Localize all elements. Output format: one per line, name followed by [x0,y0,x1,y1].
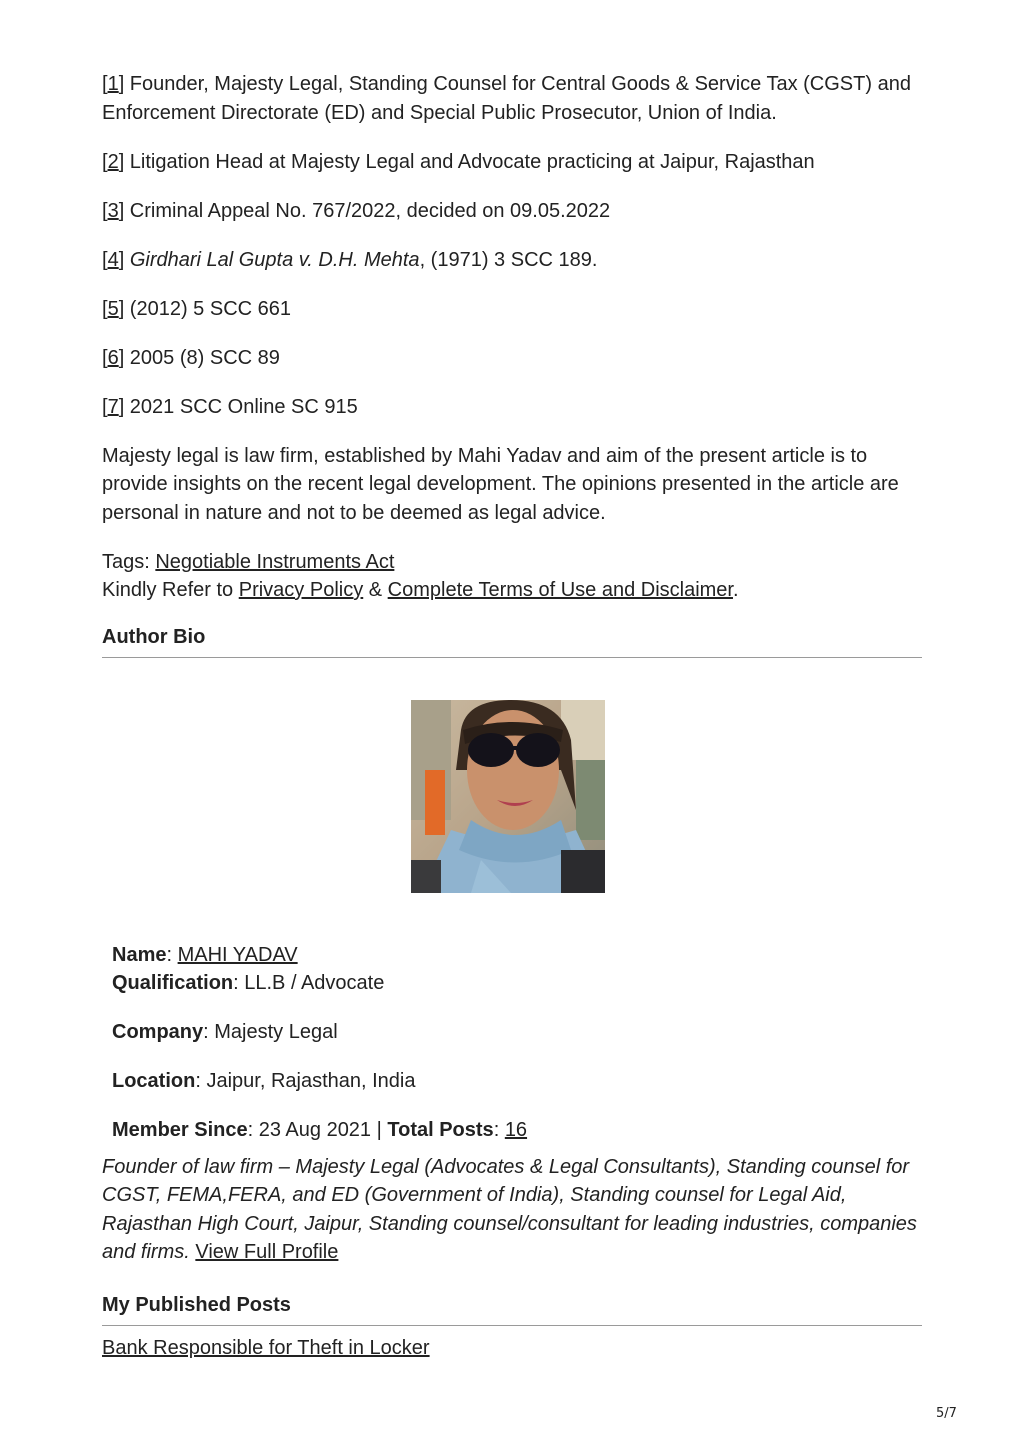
author-description [102,1153,922,1267]
footnote-7: [7] 2021 SCC Online SC 915 [102,395,358,418]
amp-text: & [363,579,388,601]
company-value: : Majesty Legal [203,1021,338,1043]
footnote-ref-6[interactable]: 6 [107,346,119,369]
footnote-text: (2012) 5 SCC 661 [124,297,292,320]
privacy-policy-link[interactable]: Privacy Policy [238,579,364,601]
author-portrait-image [411,700,605,893]
footnote-text: Criminal Appeal No. 767/2022, decided on 09.05.2022 [124,199,611,222]
tag-link[interactable]: Negotiable Instruments Act [155,550,395,573]
member-since-value: : 23 Aug 2021 | [247,1119,388,1141]
location-row [112,1067,922,1096]
view-full-profile-link[interactable]: View Full Profile [195,1241,339,1263]
author-details [112,941,922,1145]
footnote-2: [2] Litigation Head at Majesty Legal and Advocate practicing at Jaipur, Rajasthan [102,150,815,173]
footnote-3: [3] Criminal Appeal No. 767/2022, decided on 09.05.2022 [102,199,611,222]
author-bio-heading: Author Bio [102,623,922,658]
author-name-row: Name: MAHI YADAV [112,943,298,966]
location-value: : Jaipur, Rajasthan, India [195,1070,416,1092]
footnote-text: Litigation Head at Majesty Legal and Advocate practicing at Jaipur, Rajasthan [124,150,815,173]
footnote-text: , (1971) 3 SCC 189. [419,248,598,271]
qualification-row [112,969,922,998]
name-label: Name [112,943,167,966]
published-posts-heading: My Published Posts [102,1291,922,1326]
case-name: Girdhari Lal Gupta v. D.H. Mehta [129,248,420,271]
footnote-ref-4[interactable]: 4 [107,248,119,271]
member-row: Member Since: 23 Aug 2021 | Total Posts: 16 [112,1119,528,1141]
footnote-ref-3[interactable]: 3 [107,199,119,222]
footnote-ref-5[interactable]: 5 [107,297,119,320]
published-post-item [102,1334,922,1362]
company-row [112,1018,922,1047]
author-photo [411,700,605,893]
footnote-4: [4] Girdhari Lal Gupta v. D.H. Mehta, (1971) 3 SCC 189. [102,248,598,271]
total-posts-label: Total Posts [387,1119,494,1141]
refer-text: Kindly Refer to [102,579,239,601]
author-name-link[interactable]: MAHI YADAV [177,943,298,966]
footnote-1: [1] Founder, Majesty Legal, Standing Counsel for Central Goods & Service Tax (CGST) and Enforcement Directorate (ED) and Special Public Prosecutor, Union of India. [102,73,911,124]
footnote-text: Founder, Majesty Legal, Standing Counsel for Central Goods & Service Tax (CGST) and Enforcement Directorate (ED) and Special Public Prosecutor, Union of India. [102,73,911,124]
qualification-label: Qualification [112,972,234,994]
period-text: . [732,579,739,601]
location-label: Location [112,1070,196,1092]
tags-block [102,548,922,605]
footnote-text: 2021 SCC Online SC 915 [124,395,358,418]
disclaimer-paragraph: Majesty legal is law firm, established by Mahi Yadav and aim of the present article is to provide insights on the recent legal development. The opinions presented in the article are personal in nature and not to be deemed as legal advice. [102,444,899,524]
member-since-label: Member Since [112,1119,248,1141]
footnotes [102,70,922,421]
published-post-link[interactable]: Bank Responsible for Theft in Locker [102,1336,430,1359]
company-label: Company [112,1021,204,1043]
footnote-5: [5] (2012) 5 SCC 661 [102,297,292,320]
page-number: 5/7 [936,1406,957,1421]
qualification-value: : LL.B / Advocate [233,972,385,994]
author-description-text: Founder of law firm – Majesty Legal (Advocates & Legal Consultants), Standing counsel for CGST, FEMA,FERA, and ED (Government of India), Standing counsel for Legal Aid, Rajasthan High Court, Jaipur, Standing counsel/consultant for leading industries, companies and firms. [102,1155,917,1263]
article-page [102,70,922,1362]
footnote-ref-2[interactable]: 2 [107,150,119,173]
footnote-ref-7[interactable]: 7 [107,395,119,418]
terms-link[interactable]: Complete Terms of Use and Disclaimer [387,579,733,601]
author-photo-area [102,700,922,893]
tags-label: Tags: [102,550,156,573]
footnote-6: [6] 2005 (8) SCC 89 [102,346,280,369]
total-posts-link[interactable]: 16 [504,1119,528,1141]
footnote-text: 2005 (8) SCC 89 [124,346,280,369]
footnote-ref-1[interactable]: 1 [107,73,119,95]
